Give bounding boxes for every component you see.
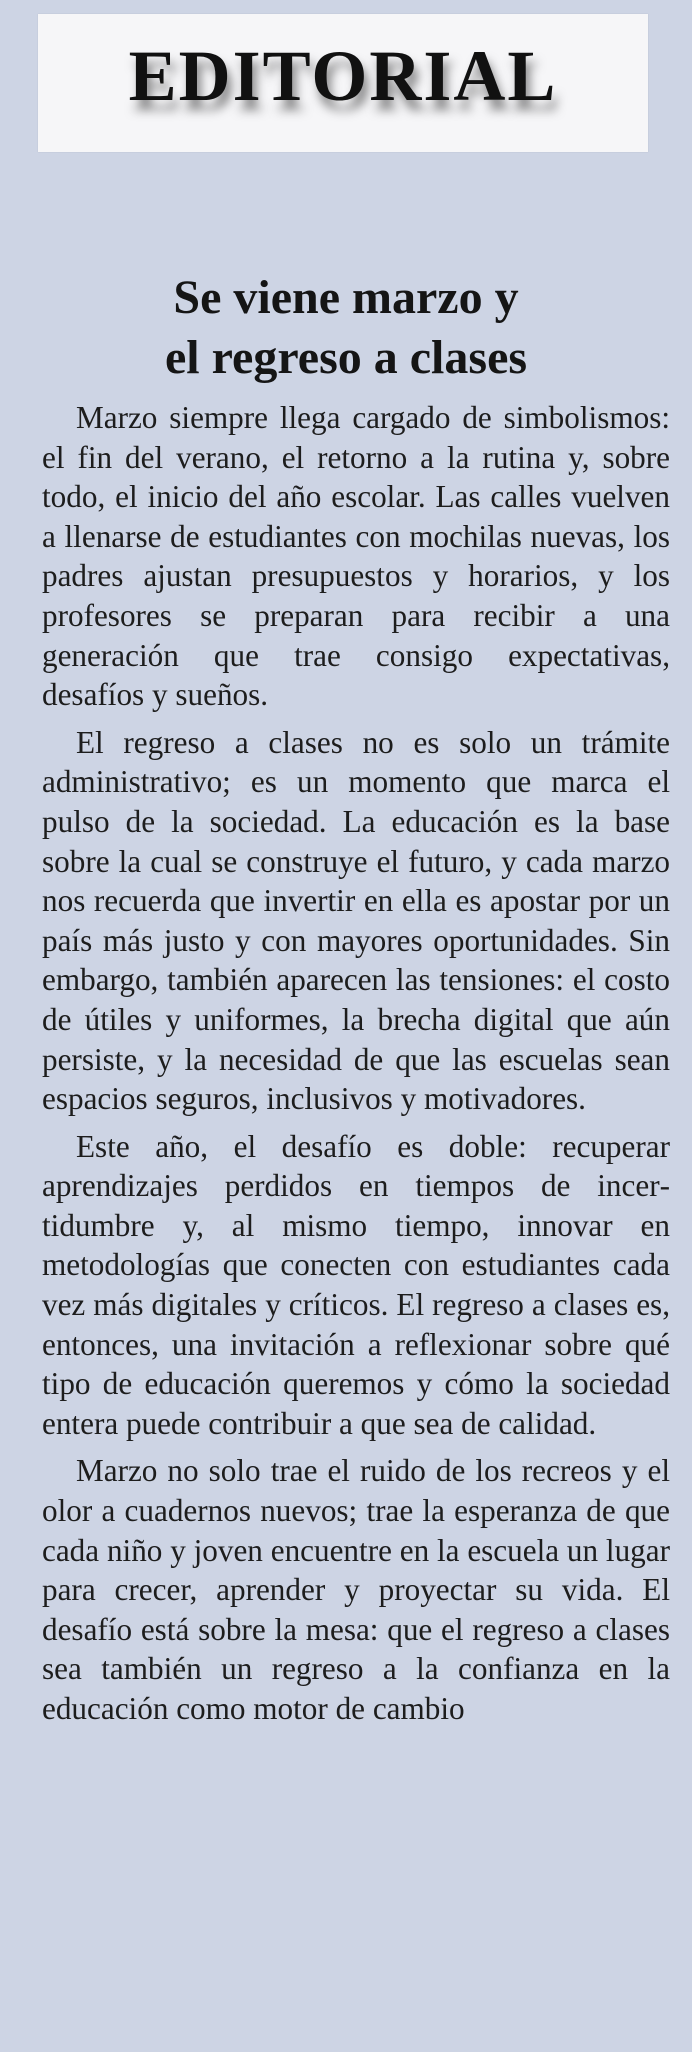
headline-line-2: el regreso a clases <box>164 331 528 385</box>
paragraph-1: Marzo siempre llega cargado de simbolismos: el fin del verano, el retorno a la rutina y, sobre todo, el inicio del año escolar. Las calles vuelven a llenarse de estudiantes con mochilas nuevas, los padres ajustan presupuestos y horarios, y los profesores se preparan para recibir a una generación que trae consigo expectativas, desafíos y sueños. <box>42 400 670 713</box>
article-headline <box>0 268 692 388</box>
section-label: EDITORIAL <box>128 36 558 116</box>
article-body <box>42 398 670 1737</box>
paragraph-3: Este año, el desafío es doble: recuperar aprendizajes perdidos en tiempos de incertidumbre y, al mismo tiempo, innovar en metodologías que conecten con estudiantes cada vez más digitales y críticos. El regreso a clases es, entonces, una invitación a reflexionar sobre qué tipo de educación queremos y cómo la sociedad entera puede contribuir a que sea de calidad. <box>42 1128 670 1441</box>
paragraph-4: Marzo no solo trae el ruido de los recreos y el olor a cuadernos nuevos; trae la esperanza de que cada niño y joven encuentre en la escuela un lugar para crecer, aprender y proyectar su vida. El desafío está sobre la mesa: que el regreso a clases sea también un regreso a la confianza en la educación como motor de cambio <box>42 1453 670 1726</box>
paragraph-2: El regreso a clases no es solo un trámite administrativo; es un momento que marca el pulso de la sociedad. La educación es la base sobre la cual se construye el futuro, y cada marzo nos recuerda que invertir en ella es apostar por un país más justo y con mayores oportunidades. Sin embargo, también aparecen las tensiones: el costo de útiles y uniformes, la brecha digital que aún persiste, y la necesidad de que las escuelas sean espacios seguros, inclusivos y motivadores. <box>42 724 670 1117</box>
section-header-box <box>38 14 648 152</box>
headline-line-1: Se viene marzo y <box>173 271 519 325</box>
